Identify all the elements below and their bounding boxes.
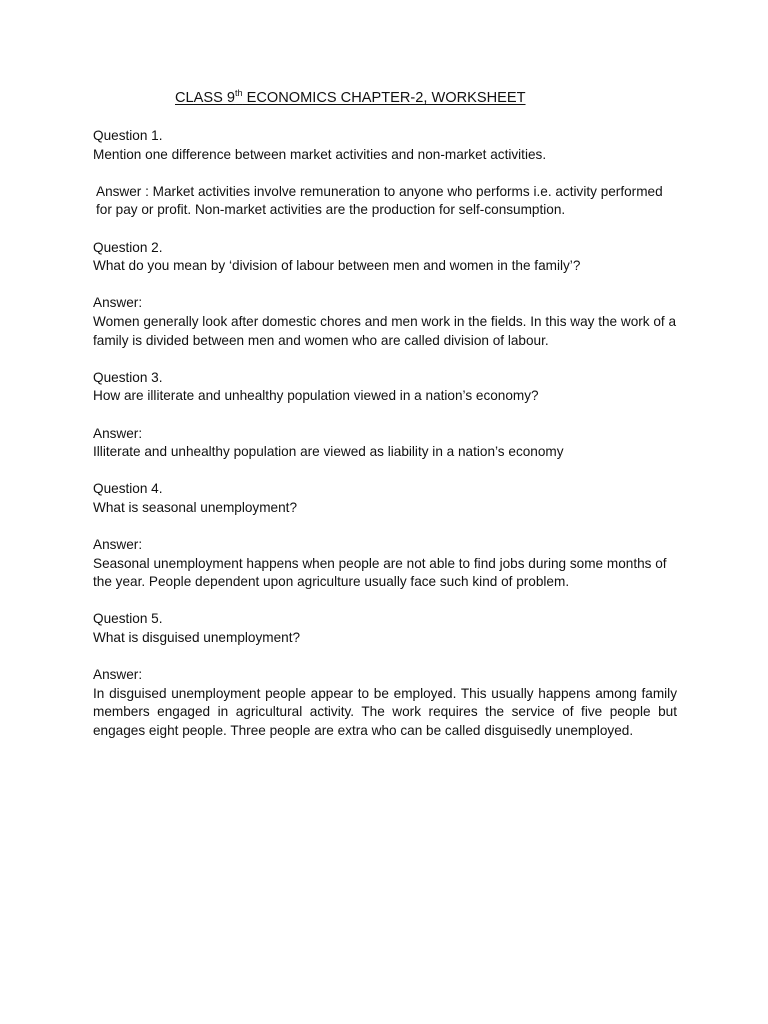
answer-2-label: Answer: bbox=[93, 295, 143, 311]
answer-1 bbox=[93, 183, 677, 220]
question-3-label: Question 3. bbox=[93, 369, 163, 385]
answer-2-text: Women generally look after domestic chores and men work in the fields. In this way the work of a family is divided between men and women who are called division of labour. bbox=[93, 313, 677, 348]
worksheet-title bbox=[175, 88, 526, 108]
answer-4-text: Seasonal unemployment happens when people are not able to find jobs during some months of the year. People dependent upon agriculture usually face such kind of problem. bbox=[93, 555, 667, 590]
question-5 bbox=[93, 610, 677, 647]
answer-4-label: Answer: bbox=[93, 537, 143, 553]
question-4 bbox=[93, 480, 677, 517]
answer-4 bbox=[93, 536, 677, 592]
question-4-label: Question 4. bbox=[93, 481, 163, 497]
question-2 bbox=[93, 239, 677, 276]
answer-3-label: Answer: bbox=[93, 425, 143, 441]
title-prefix: CLASS 9 bbox=[175, 90, 236, 106]
question-2-text: What do you mean by ‘division of labour between men and women in the family’? bbox=[93, 258, 581, 274]
title-superscript: th bbox=[235, 88, 243, 99]
question-1-text: Mention one difference between market activities and non-market activities. bbox=[93, 146, 547, 162]
title-suffix: ECONOMICS CHAPTER-2, WORKSHEET bbox=[242, 90, 526, 106]
answer-5-label: Answer: bbox=[93, 667, 143, 683]
answer-3-text: Illiterate and unhealthy population are viewed as liability in a nation’s economy bbox=[93, 444, 564, 460]
question-2-label: Question 2. bbox=[93, 239, 163, 255]
answer-2 bbox=[93, 294, 677, 350]
answer-3 bbox=[93, 425, 677, 462]
answer-5 bbox=[93, 666, 677, 740]
question-3-text: How are illiterate and unhealthy population viewed in a nation’s economy? bbox=[93, 388, 539, 404]
question-1-label: Question 1. bbox=[93, 128, 163, 143]
answer-5-text: In disguised unemployment people appear to be employed. This usually happens among family members engaged in agricultural activity. The work requires the service of five people but engages eight people. Three people are extra who can be called disguisedly unemployed. bbox=[93, 685, 677, 738]
question-1 bbox=[93, 127, 677, 164]
worksheet-content bbox=[93, 127, 677, 759]
answer-1-text: Answer : Market activities involve remuneration to anyone who performs i.e. activity performed for pay or profit. Non-market activities are the production for self-consumption. bbox=[96, 183, 663, 218]
question-4-text: What is seasonal unemployment? bbox=[93, 499, 298, 515]
question-3 bbox=[93, 369, 677, 406]
question-5-label: Question 5. bbox=[93, 611, 163, 627]
question-5-text: What is disguised unemployment? bbox=[93, 630, 301, 646]
